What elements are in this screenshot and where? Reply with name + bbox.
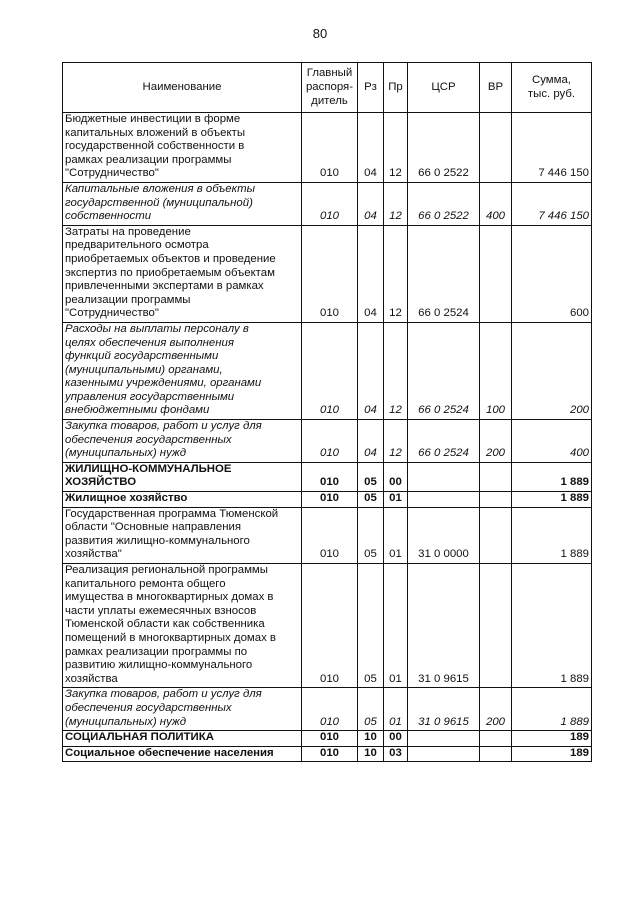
row-name-line: Бюджетные инвестиции в форме (65, 113, 241, 125)
row-name (63, 731, 302, 747)
row-name (63, 746, 302, 762)
row-chief-administrator: 010 (302, 507, 358, 563)
row-name-line: (муниципальными) органами, (65, 363, 223, 376)
row-name-line: развития жилищно-коммунального (65, 534, 250, 547)
row-name-line: ХОЗЯЙСТВО (65, 476, 137, 489)
row-name-line: экспертиз по приобретаемым объектам (65, 266, 275, 279)
row-chief-administrator: 010 (302, 688, 358, 731)
row-subsection: 00 (384, 462, 408, 491)
row-subsection: 12 (384, 322, 408, 419)
row-name-line: привлеченными экспертами в рамках (65, 280, 264, 293)
row-name (63, 113, 302, 183)
row-section: 05 (358, 462, 384, 491)
row-chief-administrator: 010 (302, 731, 358, 747)
row-subsection: 12 (384, 182, 408, 225)
row-name-line: Социальное обеспечение населения (65, 746, 274, 759)
table-row (63, 420, 592, 463)
row-name-line: Затраты на проведение (65, 225, 191, 238)
row-name-line: функций государственными (65, 350, 219, 363)
row-section: 10 (358, 731, 384, 747)
row-target-article: 66 0 2524 (408, 225, 480, 322)
row-name-line: Реализация региональной программы (65, 564, 268, 576)
table-row (63, 322, 592, 419)
row-section: 04 (358, 420, 384, 463)
row-chief-administrator: 010 (302, 564, 358, 688)
row-name (63, 462, 302, 491)
row-name (63, 420, 302, 463)
row-expense-type (480, 225, 512, 322)
row-sum: 1 889 (512, 564, 592, 688)
row-name-line: приобретаемых объектов и проведение (65, 252, 276, 265)
table-row (63, 113, 592, 183)
row-target-article (408, 492, 480, 508)
row-name-line: Капитальные вложения в объекты (65, 182, 256, 195)
row-chief-administrator: 010 (302, 492, 358, 508)
row-name-line: капитального ремонта общего (65, 577, 226, 590)
row-name-line: имущества в многоквартирных домах в (65, 591, 274, 604)
row-section: 04 (358, 225, 384, 322)
row-target-article: 31 0 0000 (408, 507, 480, 563)
row-sum: 400 (512, 420, 592, 463)
row-name-line: СОЦИАЛЬНАЯ ПОЛИТИКА (65, 731, 214, 744)
header-chief-administrator-line-2: распоря- (305, 81, 354, 93)
row-subsection: 12 (384, 113, 408, 183)
row-name-line: Расходы на выплаты персоналу в (65, 322, 249, 335)
table-row (63, 462, 592, 491)
row-expense-type (480, 113, 512, 183)
row-section: 04 (358, 182, 384, 225)
row-chief-administrator: 010 (302, 462, 358, 491)
row-name-line: хозяйства" (65, 548, 122, 561)
row-name (63, 688, 302, 731)
row-target-article (408, 462, 480, 491)
row-chief-administrator: 010 (302, 746, 358, 762)
row-name-line: части уплаты ежемесячных взносов (65, 604, 257, 617)
header-chief-administrator (302, 63, 358, 113)
row-expense-type: 100 (480, 322, 512, 419)
table-row (63, 182, 592, 225)
row-chief-administrator: 010 (302, 420, 358, 463)
row-sum: 7 446 150 (512, 182, 592, 225)
row-name-line: обеспечения государственных (65, 701, 232, 714)
row-subsection: 01 (384, 492, 408, 508)
table-row (63, 731, 592, 747)
header-section: Рз (358, 63, 384, 113)
table-header-row (63, 63, 592, 113)
row-name-line: Государственная программа Тюменской (65, 507, 279, 520)
budget-table (62, 62, 592, 762)
row-subsection: 12 (384, 420, 408, 463)
header-subsection: Пр (384, 63, 408, 113)
row-section: 10 (358, 746, 384, 762)
row-name-line: области "Основные направления (65, 521, 242, 534)
row-sum: 1 889 (512, 688, 592, 731)
header-sum (512, 63, 592, 113)
header-sum-line-1: Сумма, (532, 74, 571, 86)
row-target-article: 66 0 2522 (408, 113, 480, 183)
row-target-article: 66 0 2522 (408, 182, 480, 225)
row-name-line: Тюменской области как собственника (65, 618, 265, 631)
row-target-article: 31 0 9615 (408, 688, 480, 731)
table-row (63, 564, 592, 688)
row-name-line: (муниципальных) нужд (65, 715, 187, 728)
row-name (63, 322, 302, 419)
row-sum: 1 889 (512, 507, 592, 563)
header-chief-administrator-line-3: дитель (311, 95, 348, 107)
row-section: 04 (358, 322, 384, 419)
row-name-line: развитию жилищно-коммунального (65, 659, 253, 672)
row-expense-type (480, 564, 512, 688)
row-sum: 600 (512, 225, 592, 322)
row-sum: 200 (512, 322, 592, 419)
row-chief-administrator: 010 (302, 322, 358, 419)
header-name: Наименование (63, 63, 302, 113)
row-name (63, 507, 302, 563)
row-name-line: целях обеспечения выполнения (65, 336, 234, 349)
row-subsection: 01 (384, 507, 408, 563)
row-subsection: 01 (384, 564, 408, 688)
row-name-line: капитальных вложений в объекты (65, 126, 246, 139)
row-expense-type (480, 462, 512, 491)
row-chief-administrator: 010 (302, 113, 358, 183)
row-expense-type (480, 507, 512, 563)
row-name (63, 182, 302, 225)
row-expense-type: 200 (480, 688, 512, 731)
row-sum: 7 446 150 (512, 113, 592, 183)
row-target-article: 66 0 2524 (408, 322, 480, 419)
header-chief-administrator-line-1: Главный (306, 67, 353, 79)
row-name-line: Жилищное хозяйство (65, 492, 188, 505)
row-name-line: реализации программы (65, 293, 191, 306)
table-row (63, 492, 592, 508)
row-section: 04 (358, 113, 384, 183)
row-subsection: 00 (384, 731, 408, 747)
row-section: 05 (358, 564, 384, 688)
row-name-line: (муниципальных) нужд (65, 447, 187, 460)
row-name-line: хозяйства (65, 672, 118, 685)
row-name-line: внебюджетными фондами (65, 404, 210, 417)
row-name-line: Закупка товаров, работ и услуг для (65, 420, 262, 433)
header-target-article: ЦСР (408, 63, 480, 113)
row-name (63, 225, 302, 322)
row-subsection: 01 (384, 688, 408, 731)
row-target-article: 66 0 2524 (408, 420, 480, 463)
row-name-line: "Сотрудничество" (65, 167, 159, 180)
row-subsection: 12 (384, 225, 408, 322)
row-section: 05 (358, 492, 384, 508)
row-expense-type (480, 731, 512, 747)
row-name (63, 564, 302, 688)
row-sum: 189 (512, 746, 592, 762)
row-name-line: казенными учреждениями, органами (65, 377, 262, 390)
row-expense-type: 400 (480, 182, 512, 225)
row-name-line: управления государственными (65, 390, 235, 403)
row-subsection: 03 (384, 746, 408, 762)
row-name-line: предварительного осмотра (65, 239, 209, 252)
table-row (63, 507, 592, 563)
row-name (63, 492, 302, 508)
row-section: 05 (358, 507, 384, 563)
row-name-line: помещений в многоквартирных домах в (65, 631, 276, 644)
row-section: 05 (358, 688, 384, 731)
row-target-article: 31 0 9615 (408, 564, 480, 688)
header-sum-line-2: тыс. руб. (527, 88, 576, 100)
table-row (63, 688, 592, 731)
row-name-line: рамках реализации программы по (65, 645, 248, 658)
table-row (63, 746, 592, 762)
row-name-line: "Сотрудничество" (65, 307, 159, 320)
row-name-line: обеспечения государственных (65, 433, 232, 446)
row-expense-type (480, 492, 512, 508)
row-name-line: государственной собственности в (65, 140, 245, 153)
row-sum: 1 889 (512, 462, 592, 491)
row-target-article (408, 731, 480, 747)
row-name-line: Закупка товаров, работ и услуг для (65, 688, 262, 701)
row-name-line: собственности (65, 210, 152, 223)
row-name-line: ЖИЛИЩНО-КОММУНАЛЬНОЕ (65, 462, 232, 475)
row-expense-type: 200 (480, 420, 512, 463)
table-body (63, 113, 592, 762)
row-sum: 1 889 (512, 492, 592, 508)
header-expense-type: ВР (480, 63, 512, 113)
page-number: 80 (312, 26, 328, 41)
row-expense-type (480, 746, 512, 762)
table-row (63, 225, 592, 322)
row-chief-administrator: 010 (302, 182, 358, 225)
row-sum: 189 (512, 731, 592, 747)
row-chief-administrator: 010 (302, 225, 358, 322)
row-name-line: рамках реализации программы (65, 153, 232, 166)
row-name-line: государственной (муниципальной) (65, 196, 253, 209)
row-target-article (408, 746, 480, 762)
